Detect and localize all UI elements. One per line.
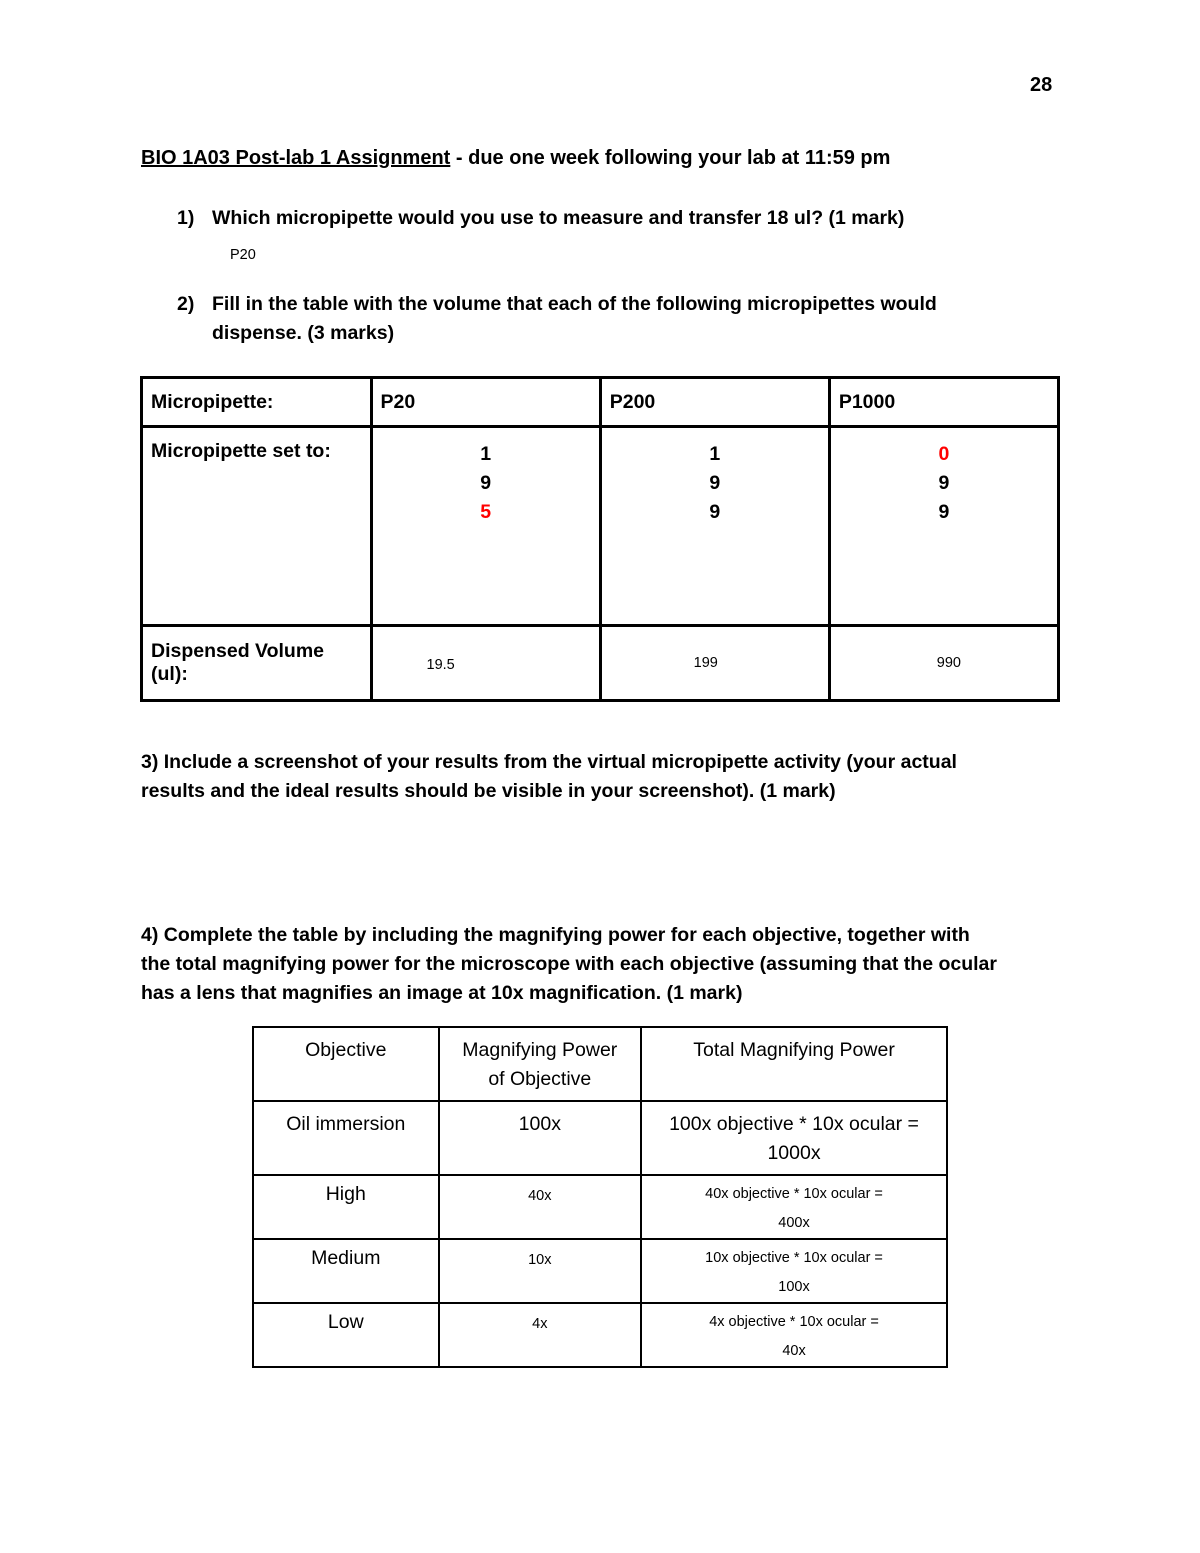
question-2 <box>177 290 1077 350</box>
question-4 <box>141 921 1081 1008</box>
table-row <box>253 1303 947 1367</box>
course-title: BIO 1A03 Post-lab 1 Assignment <box>141 147 451 169</box>
total-cell: 100x objective * 10x ocular = 1000x <box>641 1101 947 1175</box>
question-4-line-2: the total magnifying power for the microscope with each objective (assuming that the ocular <box>141 953 997 975</box>
question-1-answer: P20 <box>230 247 256 263</box>
objective-cell: Medium <box>253 1239 439 1303</box>
table-row <box>142 626 1059 701</box>
header-objective: Objective <box>253 1027 439 1101</box>
header-power: Magnifying Power of Objective <box>439 1027 641 1101</box>
header-label-cell: Micropipette: <box>142 378 372 427</box>
set-cell-p200 <box>600 427 829 626</box>
volume-label-cell: Dispensed Volume (ul): <box>142 626 372 701</box>
volume-cell-p20: 19.5 <box>371 626 600 701</box>
objective-cell: High <box>253 1175 439 1239</box>
due-note: - due one week following your lab at 11:59 pm <box>450 147 891 169</box>
digit-red: 5 <box>480 501 492 523</box>
question-4-line-1: 4) Complete the table by including the magnifying power for each objective, together with <box>141 924 970 946</box>
power-cell: 10x <box>439 1239 641 1303</box>
table-row <box>253 1175 947 1239</box>
question-1-text: Which micropipette would you use to measure and transfer 18 ul? (1 mark) <box>212 207 905 229</box>
magnification-table <box>252 1026 948 1368</box>
digit: 1 <box>709 443 721 465</box>
digit-red: 0 <box>938 443 950 465</box>
table-row <box>142 427 1059 626</box>
set-label-cell: Micropipette set to: <box>142 427 372 626</box>
header-cell-p1000: P1000 <box>829 378 1058 427</box>
question-3 <box>141 748 1081 806</box>
set-cell-p20 <box>371 427 600 626</box>
table-row <box>253 1101 947 1175</box>
set-cell-p1000 <box>829 427 1058 626</box>
question-3-line-2: results and the ideal results should be visible in your screenshot). (1 mark) <box>141 780 836 802</box>
power-cell: 100x <box>439 1101 641 1175</box>
digit: 9 <box>709 472 721 494</box>
objective-cell: Oil immersion <box>253 1101 439 1175</box>
question-2-line-2: dispense. (3 marks) <box>212 322 395 344</box>
volume-cell-p200: 199 <box>600 626 829 701</box>
header-total: Total Magnifying Power <box>641 1027 947 1101</box>
assignment-title <box>141 147 890 170</box>
digit: 1 <box>480 443 492 465</box>
digit: 9 <box>480 472 492 494</box>
table-row <box>253 1239 947 1303</box>
volume-cell-p1000: 990 <box>829 626 1058 701</box>
digit: 9 <box>938 501 950 523</box>
question-1-number: 1) <box>177 207 195 229</box>
question-2-line-1: Fill in the table with the volume that each of the following micropipettes would <box>212 293 937 315</box>
question-4-line-3: has a lens that magnifies an image at 10x magnification. (1 mark) <box>141 982 743 1004</box>
header-cell-p200: P200 <box>600 378 829 427</box>
question-3-line-1: 3) Include a screenshot of your results from the virtual micropipette activity (your actual <box>141 751 957 773</box>
total-cell: 10x objective * 10x ocular = 100x <box>641 1239 947 1303</box>
digit: 9 <box>709 501 721 523</box>
power-cell: 4x <box>439 1303 641 1367</box>
total-cell: 40x objective * 10x ocular = 400x <box>641 1175 947 1239</box>
page-number: 28 <box>1030 74 1053 96</box>
table-row <box>253 1027 947 1101</box>
question-2-number: 2) <box>177 293 195 315</box>
total-cell: 4x objective * 10x ocular = 40x <box>641 1303 947 1367</box>
header-cell-p20: P20 <box>371 378 600 427</box>
micropipette-table <box>140 376 1060 702</box>
digit: 9 <box>938 472 950 494</box>
objective-cell: Low <box>253 1303 439 1367</box>
table-row <box>142 378 1059 427</box>
power-cell: 40x <box>439 1175 641 1239</box>
